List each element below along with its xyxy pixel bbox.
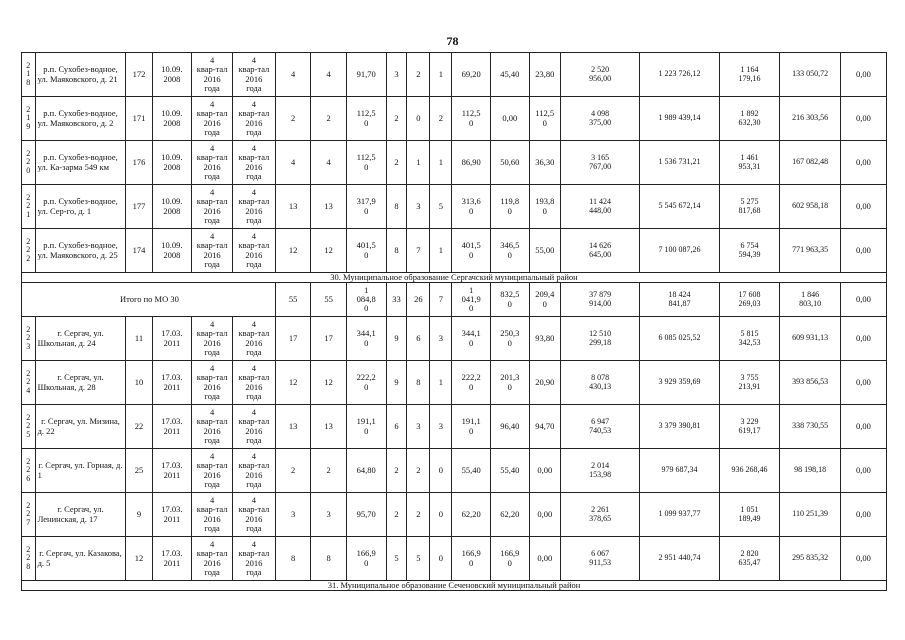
extra-funds-cell: 0,00 xyxy=(840,53,886,97)
residents-cell: 2 xyxy=(275,449,311,493)
plan-end-cell: 4 квар-тал 2016 года xyxy=(232,53,275,97)
extra-funds-cell: 0,00 xyxy=(840,141,886,185)
premises-cell: 8 xyxy=(386,185,407,229)
regional-budget-cell: 6 754 594,39 xyxy=(719,229,780,273)
area-municipal-cell: 94,70 xyxy=(529,405,560,449)
area-cell: 95,70 xyxy=(346,493,386,537)
area-cell: 91,70 xyxy=(346,53,386,97)
extra-funds-cell: 0,00 xyxy=(840,229,886,273)
row-number: 2 2 1 xyxy=(22,185,36,229)
regional-budget-cell: 1 461 953,31 xyxy=(719,141,780,185)
address-cell: р.п. Сухобез-водное, ул. Ка-зарма 549 км xyxy=(35,141,126,185)
area-cell: 64,80 xyxy=(346,449,386,493)
regional-budget-cell: 5 815 342,53 xyxy=(719,317,780,361)
residents-cell: 4 xyxy=(275,53,311,97)
area-municipal-cell: 20,90 xyxy=(529,361,560,405)
premises-private-cell: 2 xyxy=(407,493,430,537)
total-relocated: 55 xyxy=(311,283,347,317)
total-residents: 55 xyxy=(275,283,311,317)
regional-budget-cell: 3 755 213,91 xyxy=(719,361,780,405)
table-row xyxy=(22,449,887,493)
plan-start-cell: 4 квар-тал 2016 года xyxy=(192,53,233,97)
area-cell: 112,5 0 xyxy=(346,97,386,141)
house-id-cell: 10 xyxy=(126,361,152,405)
premises-municipal-cell: 0 xyxy=(430,449,452,493)
table-row xyxy=(22,141,887,185)
fund-cell: 5 545 672,14 xyxy=(640,185,719,229)
house-id-cell: 25 xyxy=(126,449,152,493)
section-header-31: 31. Муниципальное образование Сеченовский муниципальный район xyxy=(22,581,887,591)
premises-cell: 3 xyxy=(386,53,407,97)
regional-budget-cell: 3 229 619,17 xyxy=(719,405,780,449)
local-budget-cell: 338 730,55 xyxy=(780,405,841,449)
plan-end-cell: 4 квар-тал 2016 года xyxy=(232,141,275,185)
plan-start-cell: 4 квар-тал 2016 года xyxy=(192,317,233,361)
premises-municipal-cell: 1 xyxy=(430,141,452,185)
area-municipal-cell: 36,30 xyxy=(529,141,560,185)
cost-total-cell: 6 947 740,53 xyxy=(560,405,639,449)
residents-relocated-cell: 12 xyxy=(311,361,347,405)
house-id-cell: 11 xyxy=(126,317,152,361)
premises-municipal-cell: 1 xyxy=(430,229,452,273)
residents-cell: 12 xyxy=(275,361,311,405)
area-cell: 191,1 0 xyxy=(346,405,386,449)
row-number: 2 2 6 xyxy=(22,449,36,493)
date-cell: 10.09. 2008 xyxy=(152,53,192,97)
date-cell: 17.03. 2011 xyxy=(152,405,192,449)
address-cell: г. Сергач, ул. Мизина, д. 22 xyxy=(35,405,126,449)
plan-start-cell: 4 квар-тал 2016 года xyxy=(192,361,233,405)
plan-end-cell: 4 квар-тал 2016 года xyxy=(232,229,275,273)
plan-start-cell: 4 квар-тал 2016 года xyxy=(192,537,233,581)
plan-start-cell: 4 квар-тал 2016 года xyxy=(192,97,233,141)
premises-municipal-cell: 1 xyxy=(430,361,452,405)
premises-private-cell: 0 xyxy=(407,97,430,141)
extra-funds-cell: 0,00 xyxy=(840,405,886,449)
local-budget-cell: 133 050,72 xyxy=(780,53,841,97)
fund-cell: 6 085 025,52 xyxy=(640,317,719,361)
area-private-cell: 55,40 xyxy=(490,449,529,493)
row-number: 2 2 4 xyxy=(22,361,36,405)
residents-cell: 4 xyxy=(275,141,311,185)
total-fund: 18 424 841,87 xyxy=(640,283,719,317)
residents-relocated-cell: 3 xyxy=(311,493,347,537)
premises-private-cell: 8 xyxy=(407,361,430,405)
local-budget-cell: 98 198,18 xyxy=(780,449,841,493)
plan-end-cell: 4 квар-тал 2016 года xyxy=(232,361,275,405)
date-cell: 17.03. 2011 xyxy=(152,361,192,405)
area-private-cell: 250,3 0 xyxy=(490,317,529,361)
area-municipal-cell: 193,8 0 xyxy=(529,185,560,229)
fund-cell: 1 099 937,77 xyxy=(640,493,719,537)
plan-start-cell: 4 квар-тал 2016 года xyxy=(192,493,233,537)
fund-cell: 1 989 439,14 xyxy=(640,97,719,141)
extra-funds-cell: 0,00 xyxy=(840,97,886,141)
area-private-cell: 50,60 xyxy=(490,141,529,185)
cost-total-cell: 2 520 956,00 xyxy=(560,53,639,97)
area-total-cell: 112,5 0 xyxy=(452,97,491,141)
plan-start-cell: 4 квар-тал 2016 года xyxy=(192,449,233,493)
premises-municipal-cell: 0 xyxy=(430,493,452,537)
extra-funds-cell: 0,00 xyxy=(840,185,886,229)
premises-municipal-cell: 0 xyxy=(430,537,452,581)
area-total-cell: 222,2 0 xyxy=(452,361,491,405)
regional-budget-cell: 1 164 179,16 xyxy=(719,53,780,97)
premises-municipal-cell: 3 xyxy=(430,405,452,449)
plan-end-cell: 4 квар-тал 2016 года xyxy=(232,493,275,537)
address-cell: р.п. Сухобез-водное, ул. Маяковского, д. 2 xyxy=(35,97,126,141)
cost-total-cell: 2 261 378,65 xyxy=(560,493,639,537)
row-number: 2 2 5 xyxy=(22,405,36,449)
address-cell: г. Сергач, ул. Школьная, д. 28 xyxy=(35,361,126,405)
plan-end-cell: 4 квар-тал 2016 года xyxy=(232,405,275,449)
date-cell: 10.09. 2008 xyxy=(152,185,192,229)
residents-cell: 12 xyxy=(275,229,311,273)
regional-budget-cell: 936 268,46 xyxy=(719,449,780,493)
premises-private-cell: 2 xyxy=(407,449,430,493)
plan-start-cell: 4 квар-тал 2016 года xyxy=(192,229,233,273)
residents-relocated-cell: 4 xyxy=(311,141,347,185)
house-id-cell: 9 xyxy=(126,493,152,537)
house-id-cell: 12 xyxy=(126,537,152,581)
premises-private-cell: 7 xyxy=(407,229,430,273)
row-number: 2 2 8 xyxy=(22,537,36,581)
area-total-cell: 69,20 xyxy=(452,53,491,97)
local-budget-cell: 295 835,32 xyxy=(780,537,841,581)
plan-end-cell: 4 квар-тал 2016 года xyxy=(232,97,275,141)
regional-budget-cell: 2 820 635,47 xyxy=(719,537,780,581)
row-number: 2 1 8 xyxy=(22,53,36,97)
area-cell: 344,1 0 xyxy=(346,317,386,361)
area-private-cell: 62,20 xyxy=(490,493,529,537)
cost-total-cell: 11 424 448,00 xyxy=(560,185,639,229)
table-row xyxy=(22,53,887,97)
area-municipal-cell: 0,00 xyxy=(529,449,560,493)
area-total-cell: 62,20 xyxy=(452,493,491,537)
area-municipal-cell: 55,00 xyxy=(529,229,560,273)
table-row xyxy=(22,229,887,273)
row-number: 2 2 2 xyxy=(22,229,36,273)
area-total-cell: 55,40 xyxy=(452,449,491,493)
residents-cell: 13 xyxy=(275,405,311,449)
fund-cell: 3 379 390,81 xyxy=(640,405,719,449)
premises-municipal-cell: 5 xyxy=(430,185,452,229)
premises-cell: 9 xyxy=(386,361,407,405)
date-cell: 17.03. 2011 xyxy=(152,493,192,537)
date-cell: 17.03. 2011 xyxy=(152,449,192,493)
local-budget-cell: 110 251,39 xyxy=(780,493,841,537)
area-municipal-cell: 93,80 xyxy=(529,317,560,361)
address-cell: г. Сергач, ул. Горная, д. 1 xyxy=(35,449,126,493)
address-cell: г. Сергач, ул. Казакова, д. 5 xyxy=(35,537,126,581)
plan-end-cell: 4 квар-тал 2016 года xyxy=(232,449,275,493)
fund-cell: 1 223 726,12 xyxy=(640,53,719,97)
area-total-cell: 191,1 0 xyxy=(452,405,491,449)
local-budget-cell: 771 963,35 xyxy=(780,229,841,273)
total-area-all: 1 041,9 0 xyxy=(452,283,491,317)
premises-private-cell: 6 xyxy=(407,317,430,361)
total-municipal: 7 xyxy=(430,283,452,317)
premises-private-cell: 3 xyxy=(407,185,430,229)
area-total-cell: 401,5 0 xyxy=(452,229,491,273)
residents-cell: 13 xyxy=(275,185,311,229)
regional-budget-cell: 1 892 632,30 xyxy=(719,97,780,141)
local-budget-cell: 216 303,56 xyxy=(780,97,841,141)
date-cell: 10.09. 2008 xyxy=(152,229,192,273)
area-private-cell: 201,3 0 xyxy=(490,361,529,405)
residents-relocated-cell: 2 xyxy=(311,449,347,493)
total-row xyxy=(22,283,887,317)
premises-cell: 5 xyxy=(386,537,407,581)
total-area-municipal: 209,4 0 xyxy=(529,283,560,317)
residents-relocated-cell: 13 xyxy=(311,405,347,449)
row-number: 2 2 3 xyxy=(22,317,36,361)
cost-total-cell: 12 510 299,18 xyxy=(560,317,639,361)
table-row xyxy=(22,97,887,141)
total-area-private: 832,5 0 xyxy=(490,283,529,317)
premises-municipal-cell: 3 xyxy=(430,317,452,361)
premises-private-cell: 3 xyxy=(407,405,430,449)
address-cell: р.п. Сухобез-водное, ул. Маяковского, д. 25 xyxy=(35,229,126,273)
cost-total-cell: 6 067 911,53 xyxy=(560,537,639,581)
total-area: 1 084,8 0 xyxy=(346,283,386,317)
cost-total-cell: 8 078 430,13 xyxy=(560,361,639,405)
local-budget-cell: 393 856,53 xyxy=(780,361,841,405)
premises-municipal-cell: 2 xyxy=(430,97,452,141)
residents-relocated-cell: 4 xyxy=(311,53,347,97)
house-id-cell: 172 xyxy=(126,53,152,97)
area-private-cell: 346,5 0 xyxy=(490,229,529,273)
area-private-cell: 0,00 xyxy=(490,97,529,141)
page-number: 78 xyxy=(446,34,459,48)
date-cell: 17.03. 2011 xyxy=(152,317,192,361)
plan-start-cell: 4 квар-тал 2016 года xyxy=(192,141,233,185)
total-premises: 33 xyxy=(386,283,407,317)
table-row xyxy=(22,537,887,581)
residents-cell: 8 xyxy=(275,537,311,581)
residents-relocated-cell: 8 xyxy=(311,537,347,581)
total-extra: 0,00 xyxy=(840,283,886,317)
total-private: 26 xyxy=(407,283,430,317)
house-id-cell: 176 xyxy=(126,141,152,185)
table-row xyxy=(22,185,887,229)
extra-funds-cell: 0,00 xyxy=(840,361,886,405)
fund-cell: 7 100 087,26 xyxy=(640,229,719,273)
total-local: 1 846 803,10 xyxy=(780,283,841,317)
premises-cell: 8 xyxy=(386,229,407,273)
section-header-30: 30. Муниципальное образование Сергачский муниципальный район xyxy=(22,273,887,283)
address-cell: р.п. Сухобез-водное, ул. Маяковского, д. 21 xyxy=(35,53,126,97)
house-id-cell: 174 xyxy=(126,229,152,273)
residents-cell: 2 xyxy=(275,97,311,141)
table-row xyxy=(22,493,887,537)
premises-cell: 2 xyxy=(386,493,407,537)
area-municipal-cell: 23,80 xyxy=(529,53,560,97)
residents-relocated-cell: 17 xyxy=(311,317,347,361)
premises-municipal-cell: 1 xyxy=(430,53,452,97)
local-budget-cell: 167 082,48 xyxy=(780,141,841,185)
premises-private-cell: 2 xyxy=(407,53,430,97)
date-cell: 17.03. 2011 xyxy=(152,537,192,581)
area-municipal-cell: 0,00 xyxy=(529,537,560,581)
total-label: Итого по МО 30 xyxy=(22,283,276,317)
area-cell: 317,9 0 xyxy=(346,185,386,229)
cost-total-cell: 2 014 153,98 xyxy=(560,449,639,493)
regional-budget-cell: 5 275 817,68 xyxy=(719,185,780,229)
house-id-cell: 22 xyxy=(126,405,152,449)
area-cell: 401,5 0 xyxy=(346,229,386,273)
local-budget-cell: 609 931,13 xyxy=(780,317,841,361)
premises-private-cell: 5 xyxy=(407,537,430,581)
row-number: 2 2 7 xyxy=(22,493,36,537)
residents-relocated-cell: 13 xyxy=(311,185,347,229)
area-total-cell: 313,6 0 xyxy=(452,185,491,229)
premises-private-cell: 1 xyxy=(407,141,430,185)
extra-funds-cell: 0,00 xyxy=(840,537,886,581)
area-private-cell: 119,8 0 xyxy=(490,185,529,229)
row-number: 2 1 9 xyxy=(22,97,36,141)
cost-total-cell: 3 165 767,00 xyxy=(560,141,639,185)
area-total-cell: 86,90 xyxy=(452,141,491,185)
area-cell: 166,9 0 xyxy=(346,537,386,581)
extra-funds-cell: 0,00 xyxy=(840,317,886,361)
address-cell: г. Сергач, ул. Ленинская, д. 17 xyxy=(35,493,126,537)
table-row xyxy=(22,317,887,361)
house-id-cell: 177 xyxy=(126,185,152,229)
residents-cell: 17 xyxy=(275,317,311,361)
premises-cell: 9 xyxy=(386,317,407,361)
area-private-cell: 45,40 xyxy=(490,53,529,97)
table-row xyxy=(22,361,887,405)
date-cell: 10.09. 2008 xyxy=(152,97,192,141)
extra-funds-cell: 0,00 xyxy=(840,493,886,537)
plan-start-cell: 4 квар-тал 2016 года xyxy=(192,405,233,449)
fund-cell: 2 951 440,74 xyxy=(640,537,719,581)
housing-program-table xyxy=(21,52,887,591)
premises-cell: 2 xyxy=(386,97,407,141)
date-cell: 10.09. 2008 xyxy=(152,141,192,185)
address-cell: р.п. Сухобез-водное, ул. Сер-го, д. 1 xyxy=(35,185,126,229)
local-budget-cell: 602 958,18 xyxy=(780,185,841,229)
plan-end-cell: 4 квар-тал 2016 года xyxy=(232,537,275,581)
fund-cell: 1 536 731,21 xyxy=(640,141,719,185)
plan-start-cell: 4 квар-тал 2016 года xyxy=(192,185,233,229)
row-number: 2 2 0 xyxy=(22,141,36,185)
area-private-cell: 96,40 xyxy=(490,405,529,449)
residents-cell: 3 xyxy=(275,493,311,537)
area-cell: 222,2 0 xyxy=(346,361,386,405)
plan-end-cell: 4 квар-тал 2016 года xyxy=(232,317,275,361)
regional-budget-cell: 1 051 189,49 xyxy=(719,493,780,537)
fund-cell: 3 929 359,69 xyxy=(640,361,719,405)
premises-cell: 6 xyxy=(386,405,407,449)
area-municipal-cell: 0,00 xyxy=(529,493,560,537)
extra-funds-cell: 0,00 xyxy=(840,449,886,493)
area-total-cell: 166,9 0 xyxy=(452,537,491,581)
area-private-cell: 166,9 0 xyxy=(490,537,529,581)
total-cost: 37 879 914,00 xyxy=(560,283,639,317)
fund-cell: 979 687,34 xyxy=(640,449,719,493)
plan-end-cell: 4 квар-тал 2016 года xyxy=(232,185,275,229)
residents-relocated-cell: 2 xyxy=(311,97,347,141)
area-total-cell: 344,1 0 xyxy=(452,317,491,361)
table-row xyxy=(22,405,887,449)
premises-cell: 2 xyxy=(386,449,407,493)
area-municipal-cell: 112,5 0 xyxy=(529,97,560,141)
area-cell: 112,5 0 xyxy=(346,141,386,185)
house-id-cell: 171 xyxy=(126,97,152,141)
premises-cell: 2 xyxy=(386,141,407,185)
total-regional: 17 608 269,03 xyxy=(719,283,780,317)
cost-total-cell: 14 626 645,00 xyxy=(560,229,639,273)
address-cell: г. Сергач, ул. Школьная, д. 24 xyxy=(35,317,126,361)
residents-relocated-cell: 12 xyxy=(311,229,347,273)
cost-total-cell: 4 098 375,00 xyxy=(560,97,639,141)
